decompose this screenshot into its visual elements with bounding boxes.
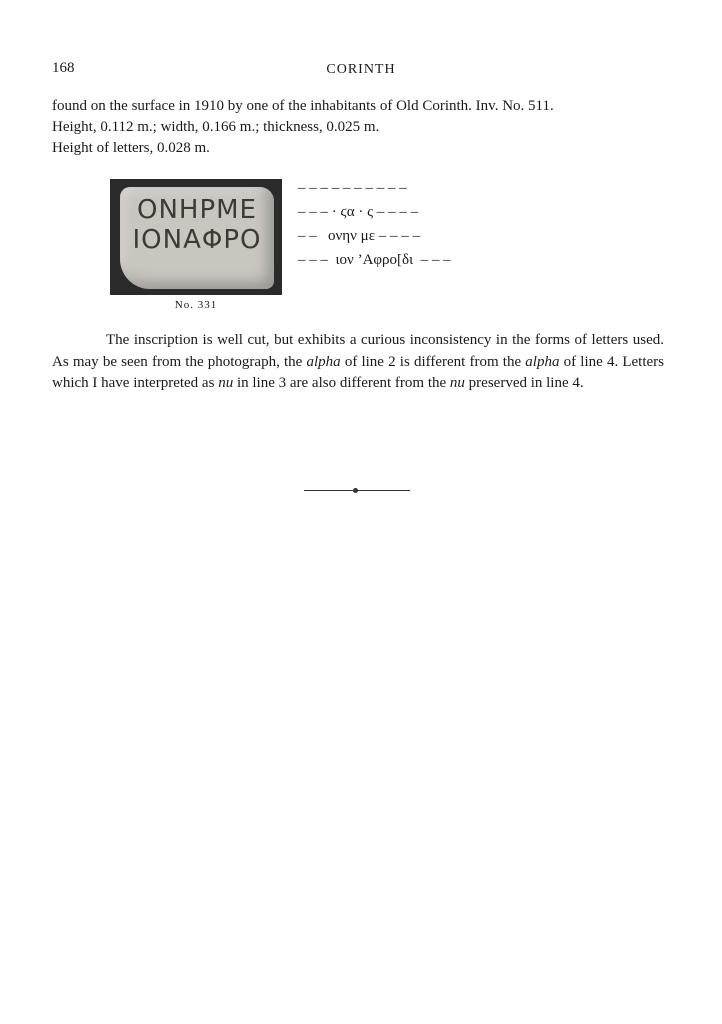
intro-line: Height of letters, 0.028 m.	[52, 140, 210, 156]
inscription-photograph	[110, 179, 282, 295]
italic-term: nu	[218, 375, 234, 391]
transcription-line: – – ονην με – – – –	[298, 228, 420, 244]
page-number: 168	[52, 60, 75, 76]
stone-inscription-line: ΟΝΗΡΜΕ	[136, 195, 257, 225]
italic-term: alpha	[306, 353, 341, 370]
stone-inscription-line: ΙΟΝΑΦΡΟ	[132, 225, 262, 255]
text-run: in line 3 are also different from the	[233, 375, 450, 391]
figure-caption: No. 331	[174, 299, 218, 311]
intro-line: found on the surface in 1910 by one of the inhabitants of Old Corinth. Inv. No. 511.	[52, 98, 554, 114]
italic-term: alpha	[525, 353, 560, 370]
transcription-line: – – – ιον ’Αφρο[δι – – –	[298, 252, 451, 268]
italic-term: nu	[449, 375, 465, 391]
transcription-line: – – – – – – – – – –	[298, 180, 407, 196]
inscription-transcription	[298, 176, 451, 272]
running-title: CORINTH	[326, 62, 396, 77]
intro-paragraph	[52, 96, 672, 159]
stone-fragment	[120, 187, 274, 289]
text-run: preserved in line 4.	[464, 375, 584, 391]
section-end-ornament	[353, 488, 358, 493]
text-run: of line 4. Letters which I have interpreted as	[52, 353, 664, 391]
text-run: The inscription is well cut, but exhibits a curious inconsistency in the forms of letters used. As may be seen from the photograph, the	[52, 332, 664, 370]
commentary-paragraph	[52, 330, 664, 395]
transcription-line: – – – · ϛα · ς – – – –	[298, 204, 419, 220]
intro-line: Height, 0.112 m.; width, 0.166 m.; thickness, 0.025 m.	[52, 119, 380, 135]
text-run: of line 2 is different from the	[340, 353, 526, 370]
